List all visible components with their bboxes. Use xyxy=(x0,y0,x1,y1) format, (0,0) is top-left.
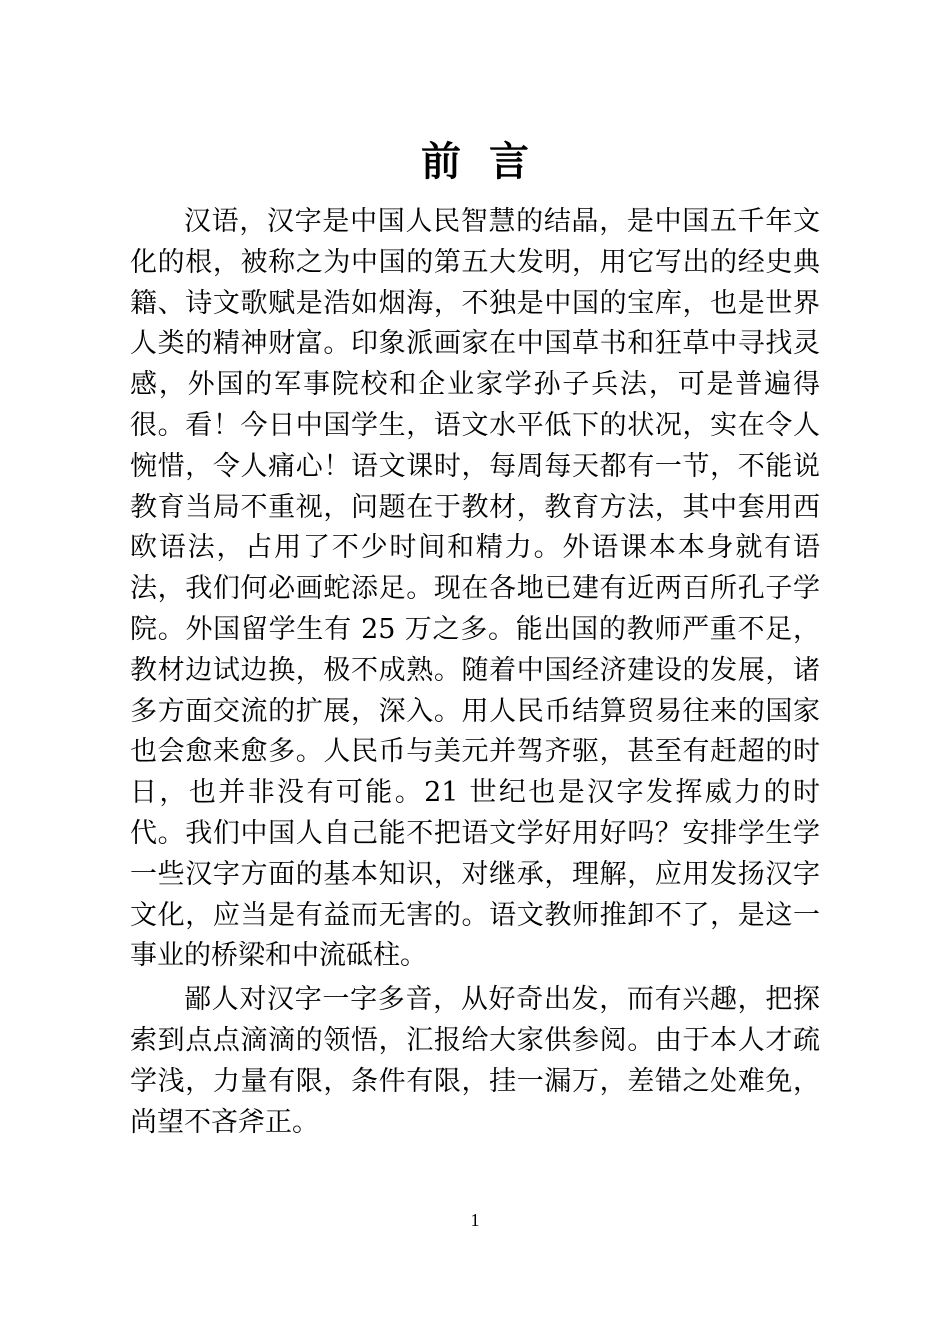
body-text xyxy=(130,202,820,1143)
page-number: 1 xyxy=(470,1210,480,1230)
paragraph-1: 汉语，汉字是中国人民智慧的结晶，是中国五千年文化的根，被称之为中国的第五大发明，用它写出的经史典籍、诗文歌赋是浩如烟海，不独是中国的宝库，也是世界人类的精神财富。印象派画家在中国草书和狂草中寻找灵感，外国的军事院校和企业家学孙子兵法，可是普遍得很。看！今日中国学生，语文水平低下的状况，实在令人惋惜，令人痛心！语文课时，每周每天都有一节，不能说教育当局不重视，问题在于教材，教育方法，其中套用西欧语法，占用了不少时间和精力。外语课本本身就有语法，我们何必画蛇添足。现在各地已建有近两百所孔子学院。外国留学生有 25 万之多。能出国的教师严重不足，教材边试边换，极不成熟。随着中国经济建设的发展，诸多方面交流的扩展，深入。用人民币结算贸易往来的国家也会愈来愈多。人民币与美元并驾齐驱，甚至有赶超的时日，也并非没有可能。21 世纪也是汉字发挥威力的时代。我们中国人自己能不把语文学好用好吗？安排学生学一些汉字方面的基本知识，对继承，理解，应用发扬汉字文化，应当是有益而无害的。语文教师推卸不了，是这一事业的桥梁和中流砥柱。 xyxy=(130,206,820,972)
page-title: 前言 xyxy=(421,138,557,185)
paragraph-2: 鄙人对汉字一字多音，从好奇出发，而有兴趣，把探索到点点滴滴的领悟，汇报给大家供参阅。由于本人才疏学浅，力量有限，条件有限，挂一漏万，差错之处难免，尚望不吝斧正。 xyxy=(130,984,820,1138)
